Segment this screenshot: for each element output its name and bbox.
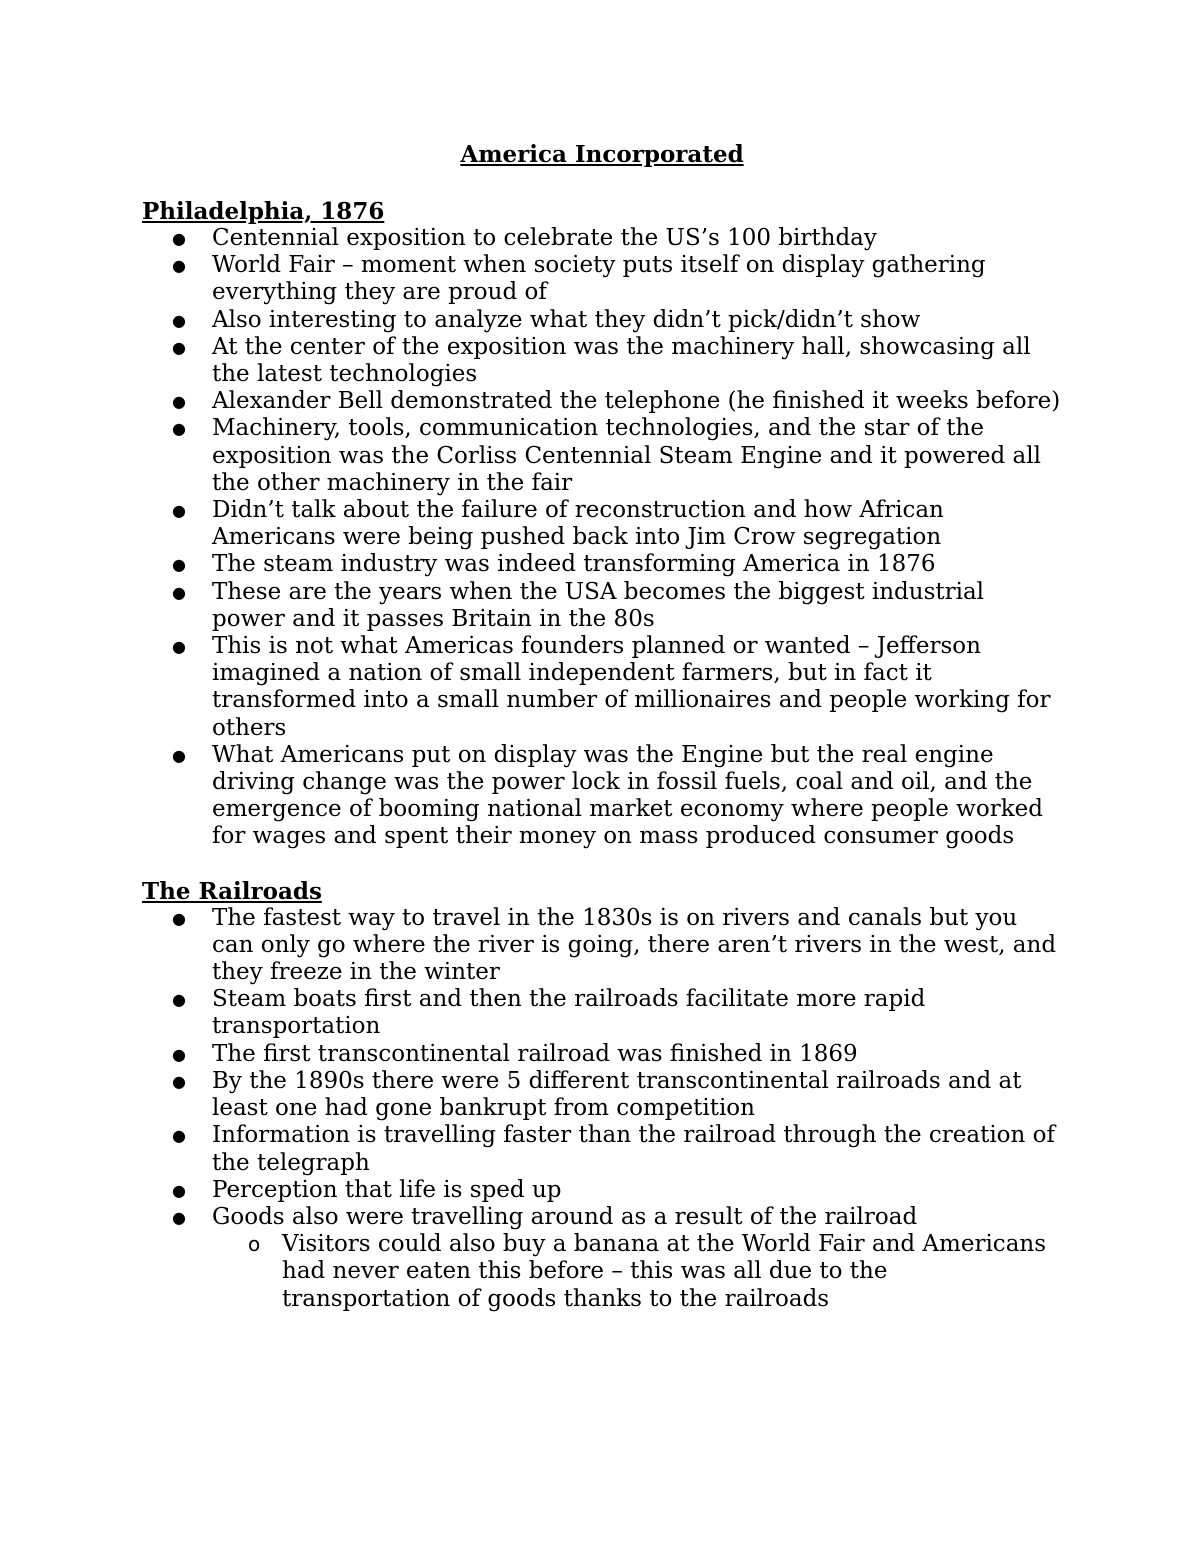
list-item: ● Steam boats first and then the railroads facilitate more rapid transportation (172, 986, 926, 1040)
list-item: ● Centennial exposition to celebrate the US’s 100 birthday (172, 225, 877, 251)
bullet-icon: ● (172, 990, 186, 1010)
list-item: ● At the center of the exposition was the machinery hall, showcasing all the latest technologies (172, 333, 1031, 388)
list-item: ● What Americans put on display was the Engine but the real engine driving change was the power lock in fossil fuels, coal and oil, and the emergence of booming national market economy where people worked for wages and spent their money on mass produced consumer goods (172, 741, 1043, 850)
bullet-icon: ● (172, 555, 186, 575)
sub-list-item: o Visitors could also buy a banana at the World Fair and Americans had never eaten this before – this was all due to the transportation of goods thanks to the railroads (248, 1231, 1047, 1312)
section-heading-railroads: The Railroads (142, 877, 322, 905)
bullet-icon: ● (172, 337, 186, 357)
list-item: ● The steam industry was indeed transforming America in 1876 (172, 551, 936, 578)
bullet-icon: ● (172, 908, 186, 928)
list-item: ● Machinery, tools, communication technologies, and the star of the exposition was the Corliss Centennial Steam Engine and it powered all the other machinery in the fair (172, 415, 1041, 496)
list-item: ● The fastest way to travel in the 1830s is on rivers and canals but you can only go where the river is going, there aren’t rivers in the west, and they freeze in the winter (172, 904, 1057, 986)
list-item: ● Alexander Bell demonstrated the telephone (he finished it weeks before) (172, 388, 1061, 415)
section-heading-philadelphia: Philadelphia, 1876 (142, 198, 385, 225)
list-item: ● This is not what Americas founders planned or wanted – Jefferson imagined a nation of small independent farmers, but in fact it transformed into a small number of millionaires and people working for others (172, 633, 1051, 741)
list-item: ● Didn’t talk about the failure of reconstruction and how African Americans were being pushed back into Jim Crow segregation (172, 497, 944, 551)
bullet-icon: ● (172, 1180, 186, 1200)
philadelphia-bullet-list (142, 225, 1062, 851)
bullet-icon: ● (172, 745, 186, 765)
bullet-icon: ● (172, 392, 186, 412)
list-item: ● These are the years when the USA becomes the biggest industrial power and it passes Britain in the 80s (172, 578, 985, 632)
list-item: ● The first transcontinental railroad was finished in 1869 (172, 1040, 858, 1067)
document-title: America Incorporated (460, 141, 744, 168)
document-page (142, 138, 1062, 1313)
bullet-icon: ● (172, 1207, 186, 1227)
hollow-bullet-icon: o (248, 1232, 261, 1257)
bullet-icon: ● (172, 637, 186, 657)
bullet-icon: ● (172, 1126, 186, 1146)
bullet-icon: ● (172, 1044, 186, 1064)
list-item: ● Information is travelling faster than the railroad through the creation of the telegraph (172, 1122, 1056, 1176)
section-spacer (142, 851, 1062, 878)
bullet-icon: ● (172, 256, 186, 276)
list-item: ● Perception that life is sped up (172, 1176, 562, 1203)
railroads-bullet-list (142, 905, 1062, 1313)
list-item: ● By the 1890s there were 5 different transcontinental railroads and at least one had gone bankrupt from competition (172, 1067, 1022, 1122)
list-item: ● Goods also were travelling around as a result of the railroad o Visitors could also buy a banana at the World Fair and Americans had never eaten this before – this was all due to the transportation of goods thanks to the railroads (142, 1204, 1062, 1313)
list-item: ● Also interesting to analyze what they didn’t pick/didn’t show (172, 306, 921, 333)
bullet-icon: ● (172, 310, 186, 330)
list-item: ● World Fair – moment when society puts itself on display gathering everything they are proud of (172, 252, 986, 306)
bullet-icon: ● (172, 501, 186, 521)
bullet-icon: ● (172, 419, 186, 439)
bullet-icon: ● (172, 229, 186, 248)
bullet-icon: ● (172, 1071, 186, 1091)
railroads-sub-bullet-list (212, 1231, 1062, 1313)
bullet-icon: ● (172, 582, 186, 602)
